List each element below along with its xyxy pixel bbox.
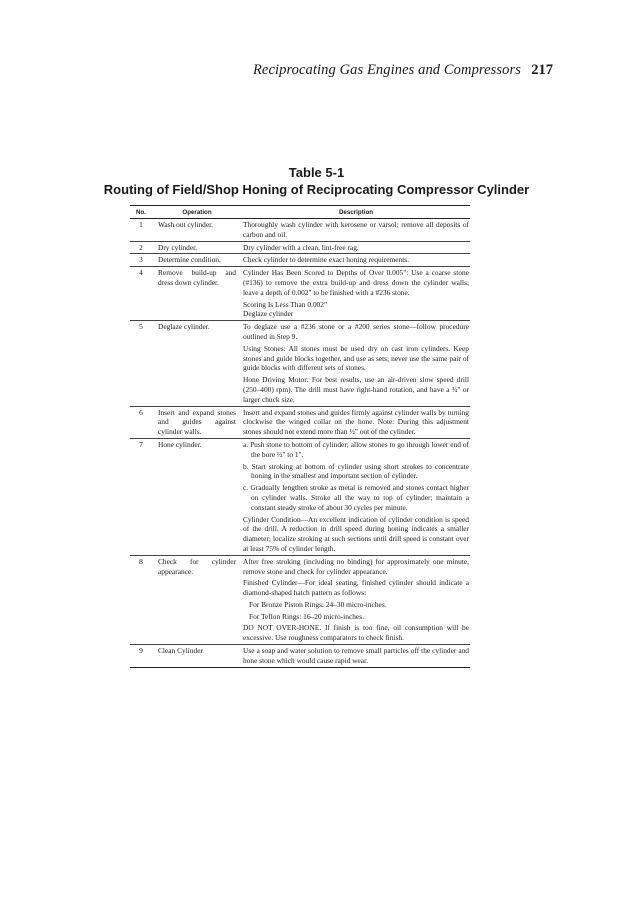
description-paragraph: Scoring Is Less Than 0.002" Deglaze cylinder — [243, 299, 327, 319]
description-paragraph: Using Stones: All stones must be used dry on cast iron cylinders. Keep stones and guide blocks together, and use as sets; never use the same pair of guide blocks with different sets of stones. — [243, 343, 469, 373]
row-number: 4 — [139, 268, 143, 278]
description-paragraph: a. Push stone to bottom of cylinder; allow stones to go through lower end of the bore ½" to 1". — [243, 439, 469, 459]
table-row — [130, 439, 470, 556]
table-title: Routing of Field/Shop Honing of Reciprocating Compressor Cylinder — [103, 182, 530, 197]
description-paragraph: For Bronze Piston Rings: 24–30 micro-inches. — [249, 599, 387, 609]
row-description — [239, 220, 469, 240]
row-description — [239, 243, 469, 253]
table-row — [130, 219, 470, 242]
row-description — [239, 255, 469, 265]
table-row — [130, 645, 470, 668]
row-operation: Check for cylinder appearance. — [158, 556, 236, 576]
row-description — [239, 646, 469, 666]
description-paragraph: Cylinder Condition—An excellent indication of cylinder condition is speed of the drill. A reduction in drill speed during honing indicates a smaller diameter; localize stroking at such sections until drill speed is constant over at least 75% of cylinder length. — [243, 514, 469, 553]
row-description — [239, 440, 469, 554]
row-number: 1 — [139, 220, 143, 229]
running-head — [0, 62, 633, 82]
description-paragraph: Dry cylinder with a clean, lint-free rag. — [243, 242, 359, 252]
description-paragraph: DO NOT OVER-HONE. If finish is too fine, oil consumption will be excessive. Use roughness comparators to check finish. — [243, 623, 469, 643]
row-number: 2 — [139, 242, 143, 252]
row-operation: Dry cylinder. — [158, 242, 197, 252]
description-paragraph: Finished Cylinder—For ideal seating, finished cylinder should indicate a diamond-shaped hatch pattern as follows: — [243, 578, 469, 598]
row-number: 5 — [139, 322, 143, 332]
table-row — [130, 254, 470, 267]
row-number: 6 — [139, 407, 143, 417]
row-operation: Remove build-up and dress down cylinder. — [158, 268, 236, 287]
row-number: 3 — [139, 255, 143, 265]
running-title: Reciprocating Gas Engines and Compressors — [252, 62, 521, 78]
row-operation: Insert and expand stones and guides against cylinder walls. — [158, 407, 236, 437]
row-operation: Wash out cylinder. — [158, 220, 214, 229]
column-header-description: Description — [338, 209, 374, 216]
table-row — [130, 556, 470, 645]
row-description — [239, 322, 469, 404]
row-operation: Hone cylinder. — [158, 439, 202, 449]
description-paragraph: b. Start stroking at bottom of cylinder using short strokes to concentrate honing in the smallest and important section of cylinder. — [243, 461, 469, 481]
table-row — [130, 267, 470, 321]
row-description — [239, 268, 469, 319]
description-paragraph: For Teflon Rings: 16–20 micro-inches. — [249, 611, 364, 621]
description-paragraph: Check cylinder to determine exact honing requirements. — [243, 255, 410, 265]
description-paragraph: Cylinder Has Been Scored to Depths of Over 0.005": Use a coarse stone (#136) to remove the extra build-up and dress down the cylinder walls; leave a depth of 0.002" to be finished with a #236 stone. — [243, 268, 469, 297]
row-operation: Clean Cylinder — [158, 646, 203, 656]
description-paragraph: c. Gradually lengthen stroke as metal is removed and stones contact higher on cylinder walls. Stroke all the way to top of cylinder; maintain a constant steady stroke of about 30 cycles per minute. — [243, 483, 469, 512]
row-operation: Determine condition. — [158, 255, 221, 265]
row-description — [239, 557, 469, 643]
table-row — [130, 321, 470, 406]
description-paragraph: Use a soap and water solution to remove small particles off the cylinder and hone stone which would cause rapid wear. — [243, 646, 469, 665]
table-header-row — [130, 205, 470, 219]
table-body — [130, 219, 470, 668]
column-header-operation: Operation — [182, 209, 212, 216]
honing-table — [130, 205, 470, 668]
description-paragraph: Thoroughly wash cylinder with kerosene or varsol; remove all deposits of carbon and oil. — [243, 220, 469, 239]
table-row — [130, 407, 470, 439]
row-number: 9 — [139, 646, 143, 656]
table-row — [130, 242, 470, 255]
description-paragraph: Insert and expand stones and guides firmly against cylinder walls by turning clockwise the winged collar on the hone. Note: During this adjustment stones should not extend more than ½" out of the cylinder. — [243, 407, 469, 437]
row-number: 8 — [139, 556, 143, 566]
page-number: 217 — [531, 62, 553, 78]
row-number: 7 — [139, 439, 143, 449]
description-paragraph: After free stroking (including no binding) for approximately one minute, remove stone and check for cylinder appearance. — [243, 556, 469, 576]
column-header-no: No. — [136, 209, 146, 216]
description-paragraph: To deglaze use a #236 stone or a #200 series stone—follow procedure outlined in Step 9. — [243, 322, 469, 341]
table-label: Table 5-1 — [288, 165, 345, 180]
row-description — [239, 408, 469, 437]
row-operation: Deglaze cylinder. — [158, 322, 210, 332]
description-paragraph: Hone Driving Motor: For best results, use an air-driven slow speed drill (250–400) rpm). The drill must have right-hand rotation, and have a ¾" or larger chuck size. — [243, 375, 469, 404]
